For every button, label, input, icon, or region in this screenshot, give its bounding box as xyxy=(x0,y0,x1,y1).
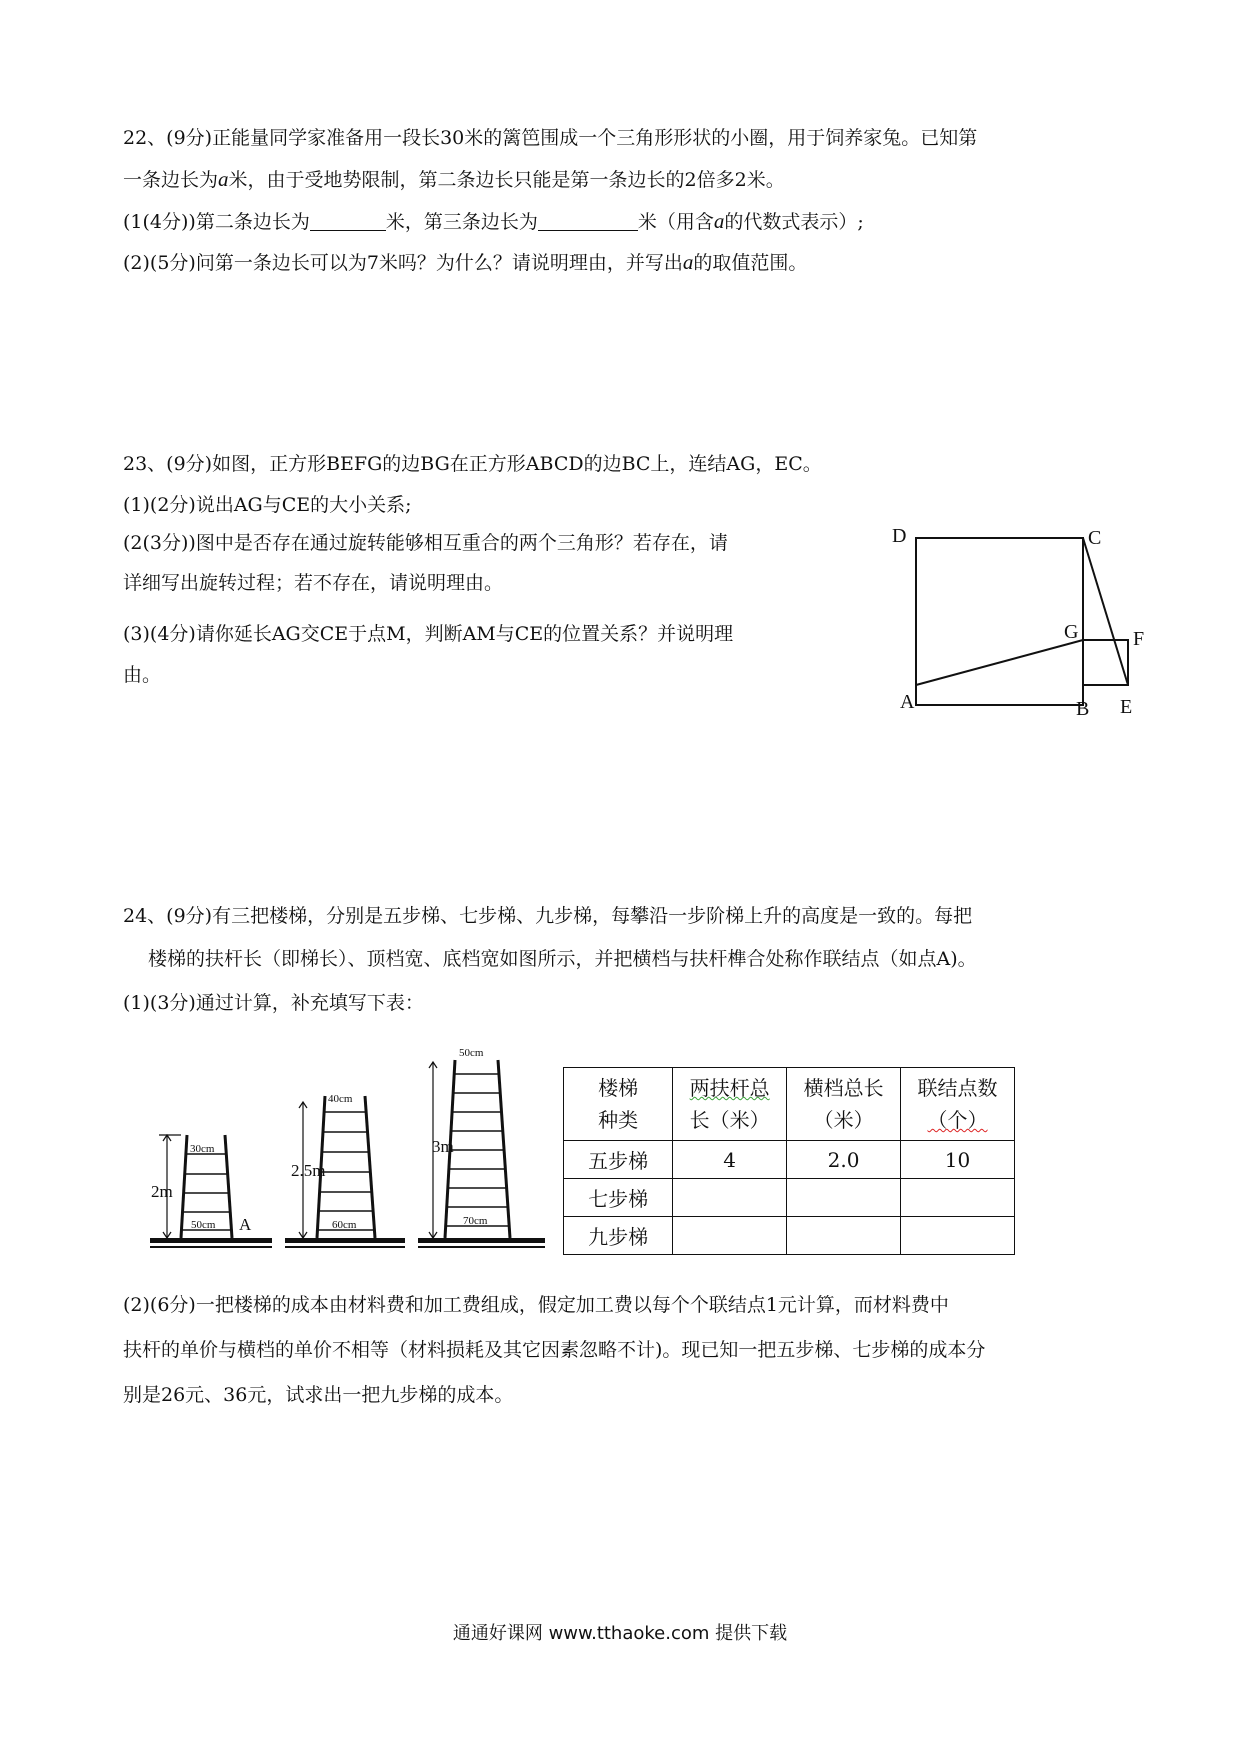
ladder3-bottom-width: 70cm xyxy=(463,1215,488,1227)
q24-line2: 楼梯的扶杆长（即梯长）、顶档宽、底档宽如图所示，并把横档与扶杆榫合处称作联结点（如点A)。 xyxy=(148,948,977,970)
label-a: A xyxy=(900,691,915,713)
ladder1-point-a: A xyxy=(239,1215,252,1234)
ladder3-top-width: 50cm xyxy=(459,1047,484,1059)
table-cell: 2.0 xyxy=(787,1141,901,1179)
table-cell-answer[interactable] xyxy=(787,1179,901,1217)
table-row xyxy=(564,1141,1015,1179)
ladder-table xyxy=(563,1067,1015,1255)
variable-a: a xyxy=(682,250,694,274)
ladder2-top-width: 40cm xyxy=(328,1093,353,1105)
segment-ce xyxy=(1083,538,1128,685)
q24-part2-line3: 别是26元、36元，试求出一把九步梯的成本。 xyxy=(123,1384,514,1406)
ladder1-height: 2m xyxy=(151,1182,173,1201)
ladder3-height: 3m xyxy=(432,1137,454,1156)
q22-part2-text-b: 的取值范围。 xyxy=(693,252,808,274)
q23-part2-line1: (2(3分))图中是否存在通过旋转能够相互重合的两个三角形？若存在，请 xyxy=(123,532,728,554)
header-text: 横档总长 xyxy=(803,1076,884,1100)
label-g: G xyxy=(1064,621,1079,643)
header-text: 联结点数 xyxy=(917,1076,998,1100)
label-f: F xyxy=(1133,628,1145,650)
q22-part1-text-a: (1(4分))第二条边长为 xyxy=(123,211,310,233)
label-c: C xyxy=(1088,527,1102,549)
ladder2-height: 2.5m xyxy=(291,1161,326,1180)
table-cell-answer[interactable] xyxy=(673,1217,787,1255)
table-row xyxy=(564,1217,1015,1255)
label-d: D xyxy=(892,525,907,547)
header-text: 长（米） xyxy=(689,1108,770,1132)
q24-part2-line1: (2)(6分)一把楼梯的成本由材料费和加工费组成，假定加工费以每个个联结点1元计算，而材料费中 xyxy=(123,1294,949,1316)
q22-line1: 22、(9分)正能量同学家准备用一段长30米的篱笆围成一个三角形形状的小圈，用于饲养家兔。已知第 xyxy=(123,127,978,149)
ladders-figure xyxy=(145,1040,555,1270)
q22-part2-text-a: (2)(5分)问第一条边长可以为7米吗？为什么？请说明理由，并写出 xyxy=(123,252,683,274)
header-rung-length xyxy=(787,1068,901,1141)
q24-part1: (1)(3分)通过计算，补充填写下表： xyxy=(123,992,424,1014)
q22-line2-text-a: 一条边长为 xyxy=(123,169,219,191)
q22-line2 xyxy=(123,166,785,193)
answer-blank-second-side[interactable] xyxy=(310,210,386,231)
table-header-row xyxy=(564,1068,1015,1141)
segment-ag xyxy=(916,640,1083,685)
ladder2-bottom-width: 60cm xyxy=(332,1219,357,1231)
table-cell: 九步梯 xyxy=(564,1217,673,1255)
table-cell-answer[interactable] xyxy=(673,1179,787,1217)
q23-part1: (1)(2分)说出AG与CE的大小关系; xyxy=(123,494,412,516)
header-text: （个） xyxy=(927,1108,988,1132)
header-rail-length xyxy=(673,1068,787,1141)
q22-part1-text-c: 米（用含 xyxy=(637,211,714,233)
q23-part2-line2: 详细写出旋转过程；若不存在，请说明理由。 xyxy=(123,572,504,594)
table-cell: 4 xyxy=(673,1141,787,1179)
q22-part1-text-d: 的代数式表示）; xyxy=(724,211,864,233)
q22-part1 xyxy=(123,208,864,235)
ladder1-bottom-width: 50cm xyxy=(191,1219,216,1231)
label-b: B xyxy=(1076,698,1090,720)
variable-a: a xyxy=(218,167,229,191)
table-cell: 五步梯 xyxy=(564,1141,673,1179)
table-cell: 10 xyxy=(901,1141,1015,1179)
squares-geometry-figure xyxy=(880,520,1180,720)
header-text: 种类 xyxy=(598,1108,639,1132)
q22-line2-text-b: 米，由于受地势限制，第二条边长只能是第一条边长的2倍多2米。 xyxy=(228,169,785,191)
variable-a: a xyxy=(713,209,725,233)
q22-part2 xyxy=(123,249,807,276)
q22-part1-text-b: 米，第三条边长为 xyxy=(385,211,538,233)
q23-part3-line2: 由。 xyxy=(123,664,162,686)
table-row xyxy=(564,1179,1015,1217)
label-e: E xyxy=(1120,696,1133,718)
table-cell-answer[interactable] xyxy=(901,1217,1015,1255)
header-joint-count xyxy=(901,1068,1015,1141)
ladder1-top-width: 30cm xyxy=(190,1143,215,1155)
header-text: 楼梯 xyxy=(598,1076,639,1100)
q24-part2-line2: 扶杆的单价与横档的单价不相等（材料损耗及其它因素忽略不计)。现已知一把五步梯、七步梯的成本分 xyxy=(123,1339,986,1361)
q23-part3-line1: (3)(4分)请你延长AG交CE于点M，判断AM与CE的位置关系？并说明理 xyxy=(123,623,734,645)
page-footer: 通通好课网 www.tthaoke.com 提供下载 xyxy=(452,1623,788,1644)
q23-line1: 23、(9分)如图，正方形BEFG的边BG在正方形ABCD的边BC上，连结AG，EC。 xyxy=(123,453,822,475)
header-text: 两扶杆总 xyxy=(689,1076,770,1100)
header-ladder-type xyxy=(564,1068,673,1141)
table-cell-answer[interactable] xyxy=(901,1179,1015,1217)
header-text: （米） xyxy=(813,1108,874,1132)
table-cell: 七步梯 xyxy=(564,1179,673,1217)
q24-line1: 24、(9分)有三把楼梯，分别是五步梯、七步梯、九步梯，每攀沿一步阶梯上升的高度是一致的。每把 xyxy=(123,905,973,927)
answer-blank-third-side[interactable] xyxy=(538,210,638,231)
table-cell-answer[interactable] xyxy=(787,1217,901,1255)
square-abcd xyxy=(916,538,1083,705)
